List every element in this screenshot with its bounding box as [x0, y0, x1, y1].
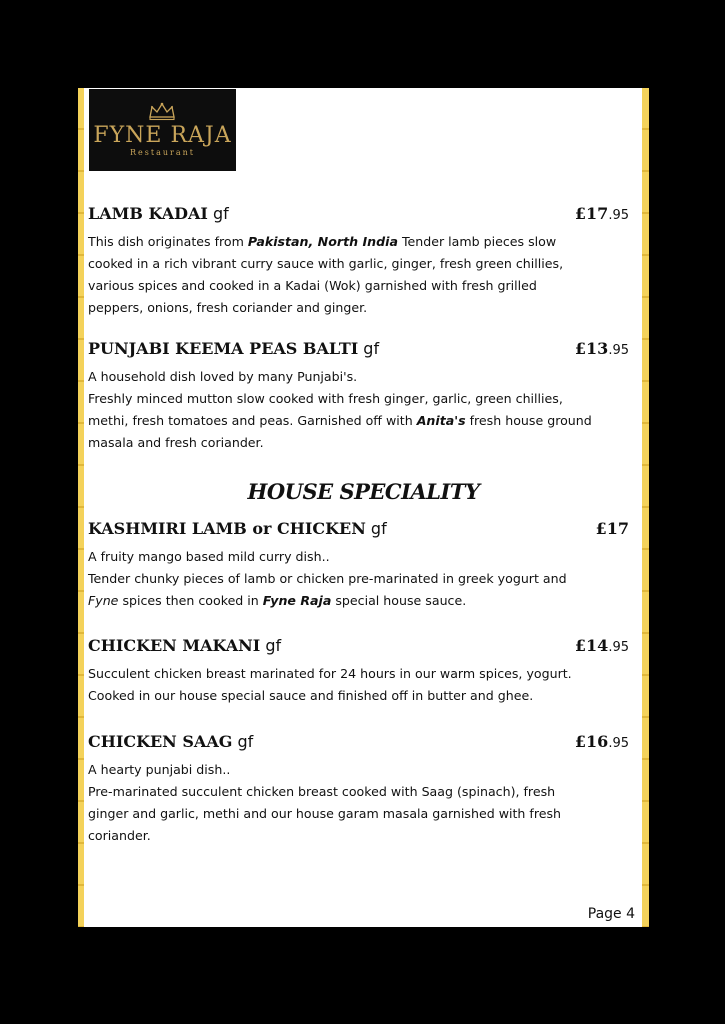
- dish-kashmiri-lamb-or-chicken: [88, 519, 629, 612]
- crown-icon: [147, 101, 177, 121]
- dish-name: CHICKEN SAAG: [88, 732, 233, 751]
- logo-subtitle: Restaurant: [130, 148, 195, 157]
- dish-lamb-kadai: [88, 204, 629, 319]
- restaurant-logo: [89, 89, 236, 171]
- logo-name: FYNE RAJA: [93, 123, 232, 148]
- dish-price: £13.95: [574, 339, 629, 358]
- dish-price: £14.95: [574, 636, 629, 655]
- dish-description: Succulent chicken breast marinated for 24 hours in our warm spices, yogurt. Cooked in our house special sauce and finished off in butter and ghee.: [88, 666, 572, 703]
- dish-tag: gf: [363, 339, 380, 358]
- dish-description: A hearty punjabi dish.. Pre-marinated succulent chicken breast cooked with Saag (spinach), fresh ginger and garlic, methi and our house garam masala garnished with fresh coriander.: [88, 762, 562, 843]
- dish-description: A fruity mango based mild curry dish.. Tender chunky pieces of lamb or chicken pre-marinated in greek yogurt and Fyne spices then cooked in Fyne Raja special house sauce.: [88, 549, 567, 608]
- dish-tag: gf: [265, 636, 282, 655]
- dish-tag: gf: [213, 204, 229, 223]
- dish-description: A household dish loved by many Punjabi's. Freshly minced mutton slow cooked with fresh ginger, garlic, green chillies, methi, fresh tomatoes and peas. Garnished off with Anita's fresh house ground masala and fresh coriander.: [88, 369, 592, 450]
- dish-price: £17: [595, 519, 629, 538]
- dish-price: £16.95: [574, 732, 629, 751]
- dish-tag: gf: [237, 732, 254, 751]
- dish-name: LAMB KADAI: [88, 204, 208, 223]
- section-title: HOUSE SPECIALITY: [247, 479, 480, 504]
- dish-tag: gf: [370, 519, 387, 538]
- dish-name: PUNJABI KEEMA PEAS BALTI: [88, 339, 359, 358]
- page-number: Page 4: [587, 906, 635, 922]
- page-edge-right: [642, 88, 649, 927]
- dish-chicken-saag: [88, 732, 629, 847]
- dish-description: This dish originates from Pakistan, North India Tender lamb pieces slow cooked in a rich vibrant curry sauce with garlic, ginger, fresh green chillies, various spices and cooked in a Kadai (Wok) garnished with fresh grilled peppers, onions, fresh coriander and ginger.: [88, 234, 564, 315]
- page-edge-left: [78, 88, 84, 927]
- dish-name: KASHMIRI LAMB or CHICKEN: [88, 519, 366, 538]
- dish-punjabi-keema-peas-balti: [88, 339, 629, 454]
- menu-page: [78, 88, 649, 927]
- dish-price: £17.95: [574, 204, 629, 223]
- dish-name: CHICKEN MAKANI: [88, 636, 261, 655]
- dish-chicken-makani: [88, 636, 629, 707]
